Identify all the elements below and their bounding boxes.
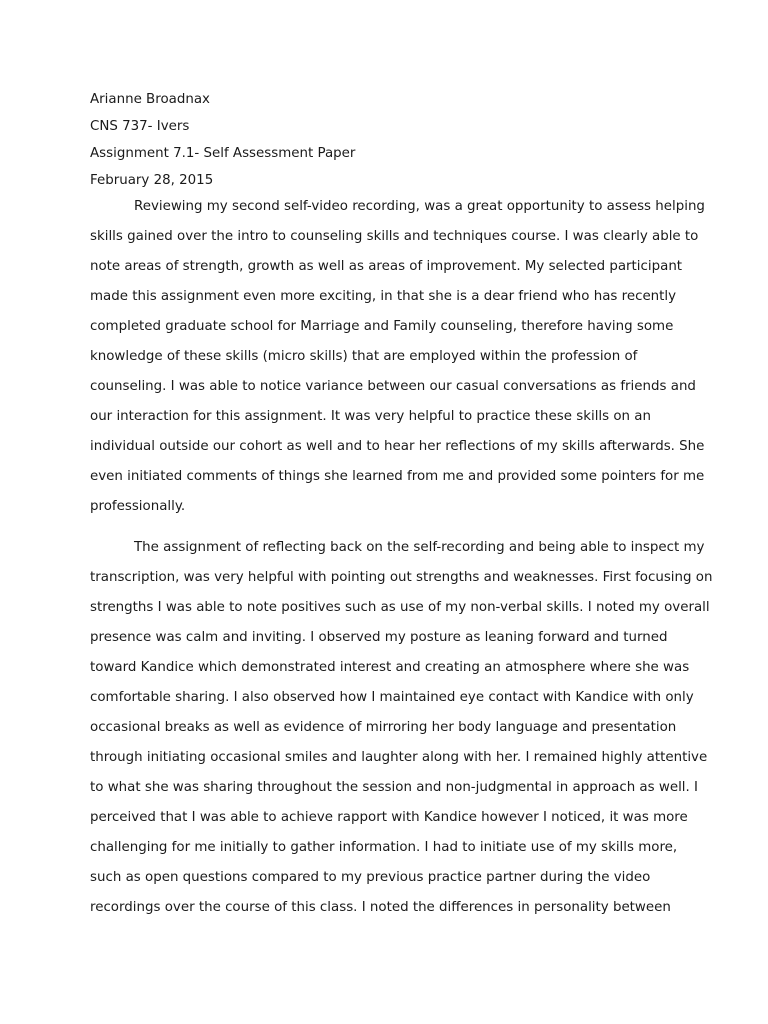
text-line: counseling. I was able to notice variance between our casual conversations as friends and [90,379,696,394]
text-line: skills gained over the intro to counseling skills and techniques course. I was clearly able to [90,229,699,244]
text-line: professionally. [90,499,186,514]
text-line: note areas of strength, growth as well as areas of improvement. My selected participant [90,259,683,274]
text-line: knowledge of these skills (micro skills) that are employed within the profession of [90,349,638,364]
text-line: presence was calm and inviting. I observed my posture as leaning forward and turned [90,630,668,645]
text-line: Reviewing my second self-video recording, was a great opportunity to assess helping [134,199,705,214]
date-line: February 28, 2015 [90,173,214,188]
text-line: strengths I was able to note positives such as use of my non-verbal skills. I noted my overall [90,600,710,615]
text-line: recordings over the course of this class. I noted the differences in personality between [90,900,671,915]
text-line: perceived that I was able to achieve rapport with Kandice however I noticed, it was more [90,810,688,825]
text-line: such as open questions compared to my previous practice partner during the video [90,870,651,885]
text-line: occasional breaks as well as evidence of mirroring her body language and presentation [90,720,677,735]
text-line: toward Kandice which demonstrated interest and creating an atmosphere where she was [90,660,690,675]
text-line: made this assignment even more exciting, in that she is a dear friend who has recently [90,289,677,304]
text-line: through initiating occasional smiles and laughter along with her. I remained highly attentive [90,750,708,765]
text-line: to what she was sharing throughout the session and non-judgmental in approach as well. I [90,780,698,795]
assignment-title: Assignment 7.1- Self Assessment Paper [90,146,356,161]
text-line: individual outside our cohort as well and to hear her reflections of my skills afterwards. She [90,439,705,454]
text-line: completed graduate school for Marriage and Family counseling, therefore having some [90,319,674,334]
text-line: our interaction for this assignment. It was very helpful to practice these skills on an [90,409,651,424]
text-line: transcription, was very helpful with pointing out strengths and weaknesses. First focusing on [90,570,713,585]
text-line: comfortable sharing. I also observed how I maintained eye contact with Kandice with only [90,690,694,705]
text-line: even initiated comments of things she learned from me and provided some pointers for me [90,469,705,484]
course-line: CNS 737- Ivers [90,119,190,134]
text-line: challenging for me initially to gather information. I had to initiate use of my skills more, [90,840,678,855]
text-line: The assignment of reflecting back on the self-recording and being able to inspect my [134,540,705,555]
author-name: Arianne Broadnax [90,92,210,107]
